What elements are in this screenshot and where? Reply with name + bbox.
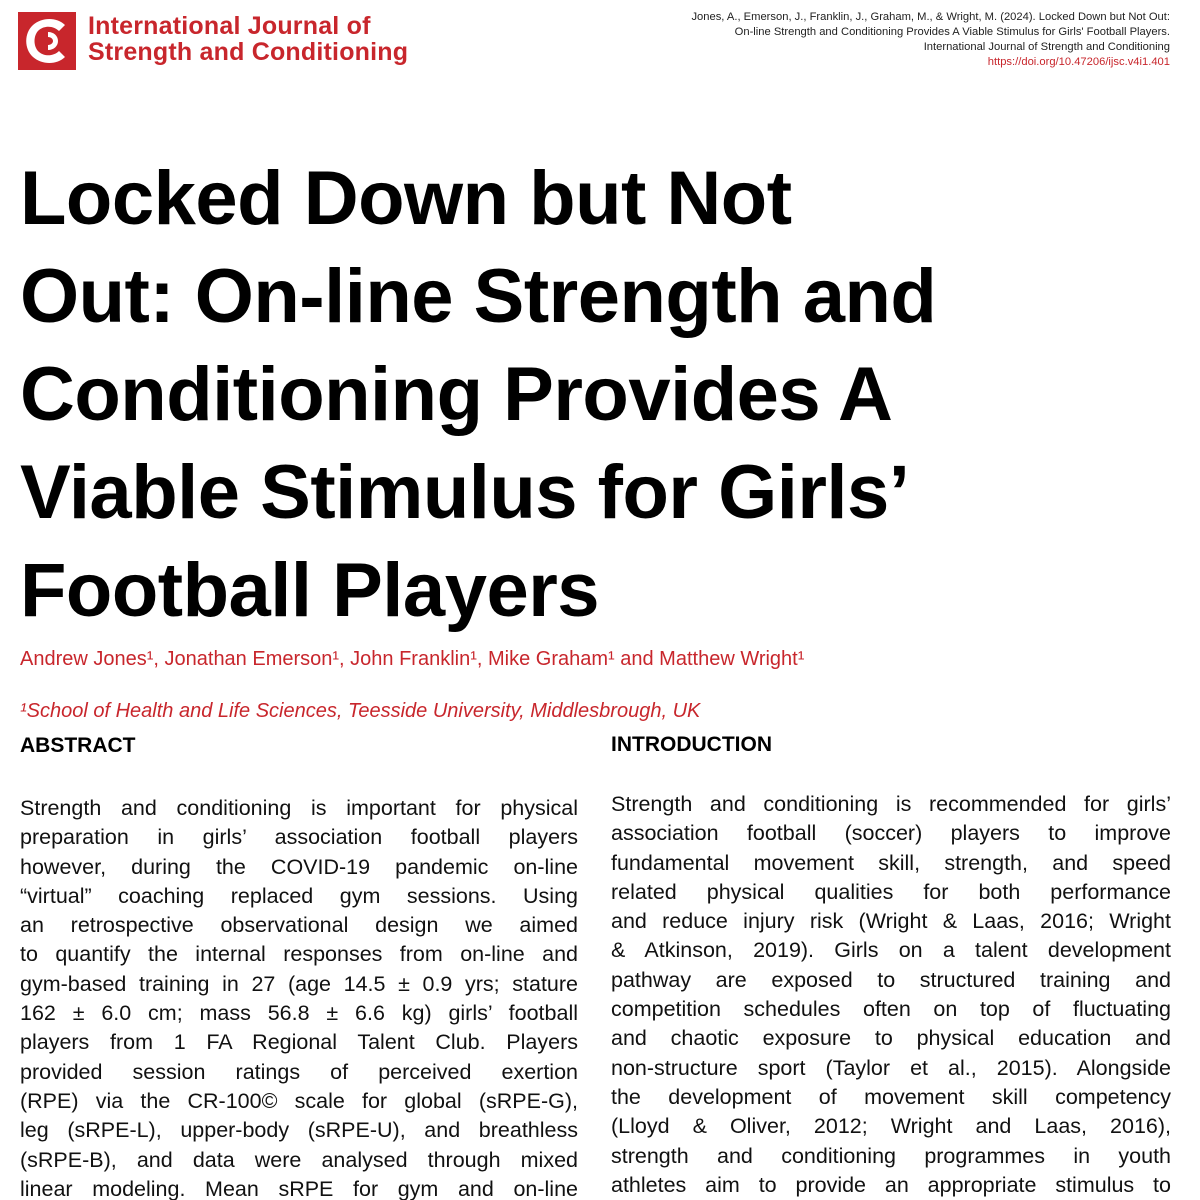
citation-block bbox=[610, 10, 1170, 70]
author-list: Andrew Jones¹, Jonathan Emerson¹, John Franklin¹, Mike Graham¹ and Matthew Wright¹ bbox=[20, 648, 805, 670]
abstract-line: gym-based training in 27 (age 14.5 ± 0.9 yrs; stature bbox=[20, 971, 578, 996]
abstract-line: 162 ± 6.0 cm; mass 56.8 ± 6.6 kg) girls’ football bbox=[20, 1001, 578, 1026]
title-line: Football Players bbox=[20, 548, 600, 633]
citation-line: On-line Strength and Conditioning Provides A Viable Stimulus for Girls' Football Players. bbox=[734, 26, 1170, 38]
journal-name bbox=[88, 13, 408, 65]
title-line: Out: On-line Strength and bbox=[20, 254, 937, 339]
journal-name-line1: International Journal of bbox=[88, 12, 371, 40]
abstract-line: players from 1 FA Regional Talent Club. Players bbox=[20, 1030, 578, 1055]
abstract-heading: ABSTRACT bbox=[20, 734, 136, 757]
abstract-text bbox=[20, 794, 578, 1200]
introduction-line: the development of movement skill competency bbox=[611, 1084, 1171, 1109]
citation-line: Jones, A., Emerson, J., Franklin, J., Graham, M., & Wright, M. (2024). Locked Down but Not Out: bbox=[691, 11, 1170, 23]
journal-name-line2: Strength and Conditioning bbox=[88, 38, 409, 66]
introduction-line: and chaotic exposure to physical education and bbox=[611, 1026, 1171, 1051]
article-title bbox=[20, 150, 1120, 640]
abstract-line: (RPE) via the CR-100© scale for global (sRPE-G), bbox=[20, 1088, 578, 1113]
introduction-line: strength and conditioning programmes in youth bbox=[611, 1143, 1171, 1168]
introduction-line: pathway are exposed to structured training and bbox=[611, 967, 1171, 992]
journal-logo[interactable] bbox=[18, 12, 488, 70]
title-line: Locked Down but Not bbox=[20, 156, 792, 241]
abstract-line: (sRPE-B), and data were analysed through mixed bbox=[20, 1147, 578, 1172]
abstract-line: Strength and conditioning is important for physical bbox=[20, 796, 578, 820]
abstract-line: to quantify the internal responses from on-line and bbox=[20, 942, 578, 967]
introduction-line: non-structure sport (Taylor et al., 2015). Alongside bbox=[611, 1055, 1171, 1080]
introduction-line: related physical qualities for both performance bbox=[611, 879, 1171, 904]
introduction-line: fundamental movement skill, strength, and speed bbox=[611, 850, 1171, 875]
introduction-text bbox=[611, 790, 1171, 1200]
doi-link[interactable]: https://doi.org/10.47206/ijsc.v4i1.401 bbox=[987, 56, 1170, 68]
title-line: Viable Stimulus for Girls’ bbox=[20, 450, 910, 535]
introduction-line: association football (soccer) players to improve bbox=[611, 821, 1171, 846]
citation-line: International Journal of Strength and Conditioning bbox=[923, 41, 1170, 53]
title-line: Conditioning Provides A bbox=[20, 352, 893, 437]
abstract-line: linear modeling. Mean sRPE for gym and on-line bbox=[20, 1176, 578, 1200]
introduction-line: (Lloyd & Oliver, 2012; Wright and Laas, 2016), bbox=[611, 1114, 1171, 1139]
abstract-line: however, during the COVID-19 pandemic on-line bbox=[20, 854, 578, 879]
introduction-line: and reduce injury risk (Wright & Laas, 2016; Wright bbox=[611, 909, 1171, 934]
abstract-line: preparation in girls’ association football players bbox=[20, 825, 578, 850]
abstract-line: “virtual” coaching replaced gym sessions. Using bbox=[20, 883, 578, 908]
affiliation: ¹School of Health and Life Sciences, Teesside University, Middlesbrough, UK bbox=[20, 700, 701, 722]
journal-logo-icon bbox=[18, 12, 76, 70]
introduction-heading: INTRODUCTION bbox=[611, 733, 772, 756]
introduction-line: Strength and conditioning is recommended for girls’ bbox=[611, 792, 1171, 816]
introduction-line: competition schedules often on top of fluctuating bbox=[611, 997, 1171, 1022]
introduction-line: athletes aim to provide an appropriate stimulus to bbox=[611, 1172, 1171, 1197]
abstract-line: leg (sRPE-L), upper-body (sRPE-U), and breathless bbox=[20, 1118, 578, 1143]
introduction-line: & Atkinson, 2019). Girls on a talent development bbox=[611, 938, 1171, 963]
abstract-line: an retrospective observational design we aimed bbox=[20, 913, 578, 938]
abstract-line: provided session ratings of perceived exertion bbox=[20, 1059, 578, 1084]
